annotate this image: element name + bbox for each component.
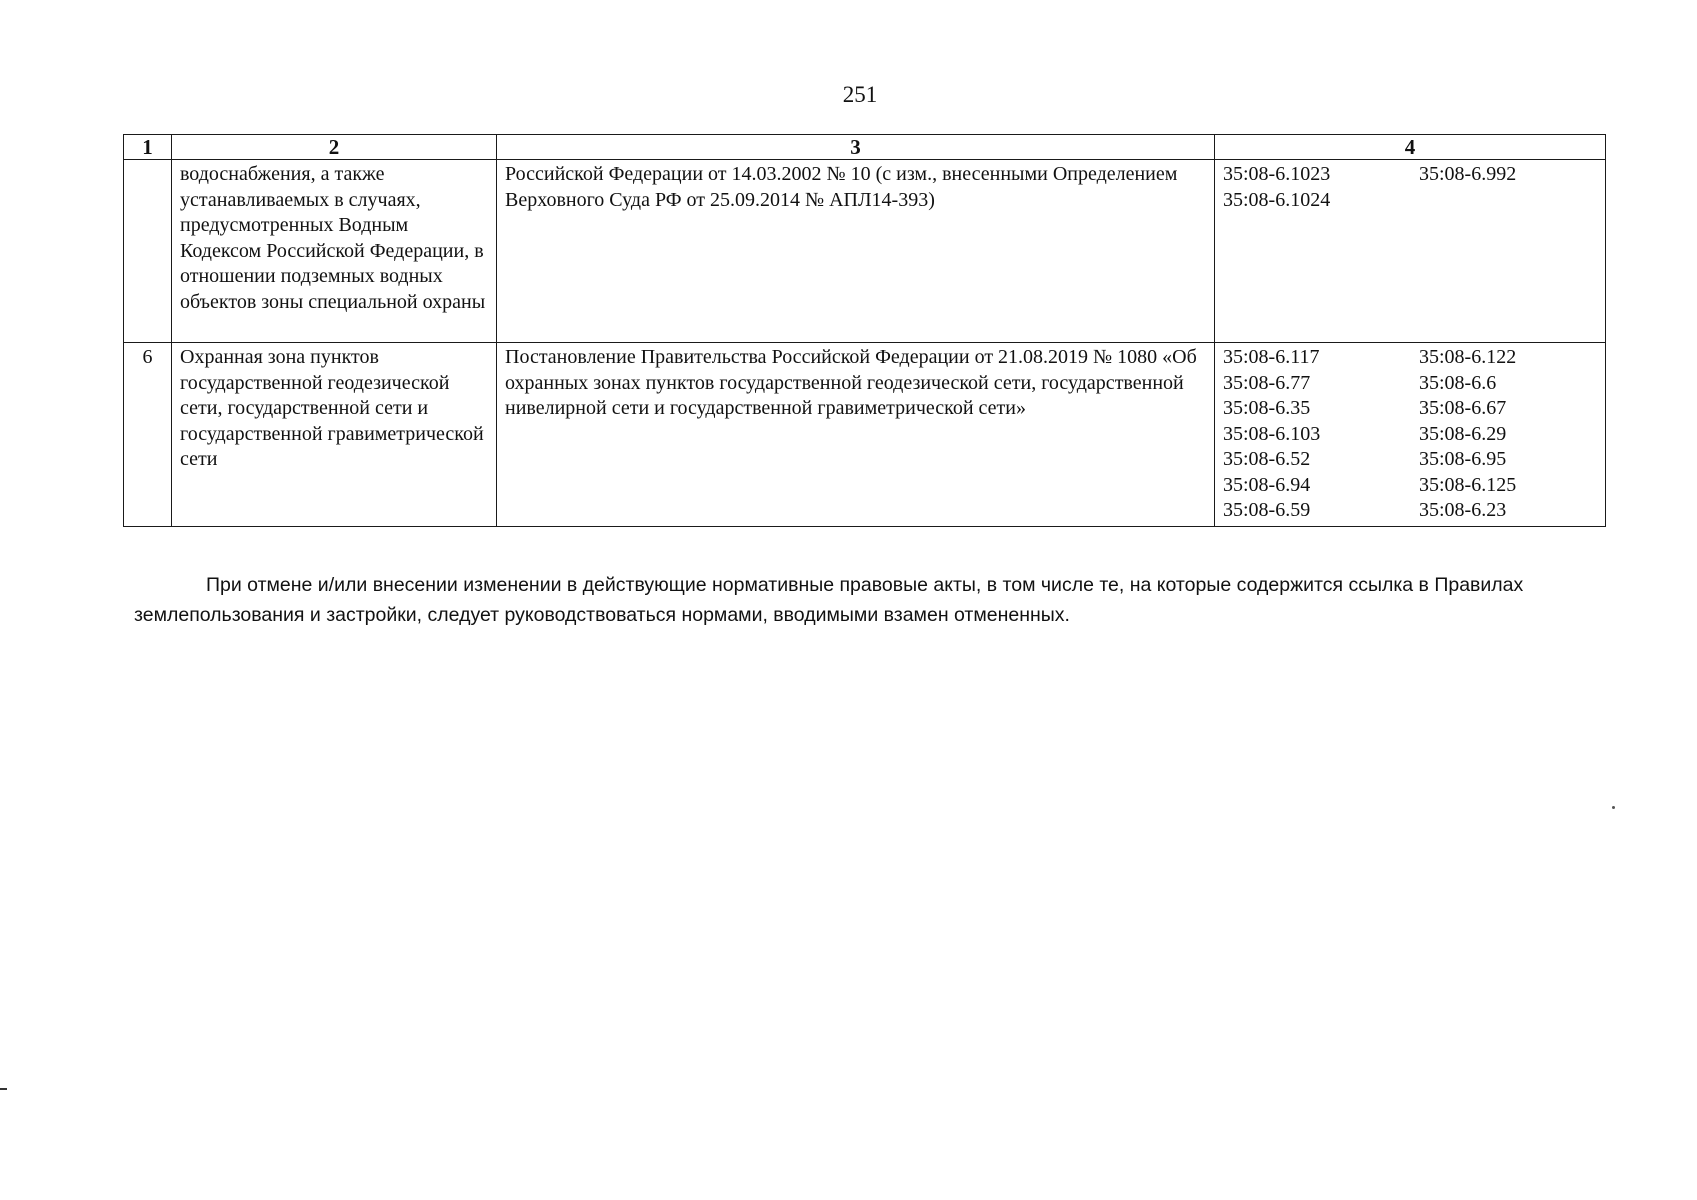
zone-code: 35:08-6.94 [1223,473,1311,496]
zone-code: 35:08-6.67 [1419,397,1507,419]
zone-code: 35:08-6.52 [1223,448,1311,470]
column-header-4: 4 [1215,135,1606,160]
table-row [124,160,1606,343]
zone-code: 35:08-6.23 [1419,499,1507,521]
legal-act-cell: Постановление Правительства Российской Федерации от 21.08.2019 № 1080 «Об охранных зонах пунктов государственной геодезической сети, государственной нивелирной сети и государственной гравиметрической сети» [497,343,1215,527]
zone-code: 35:08-6.1024 [1223,188,1331,211]
zone-code: 35:08-6.77 [1223,371,1311,394]
legal-act-cell: Российской Федерации от 14.03.2002 № 10 (с изм., внесенными Определением Верховного Суда РФ от 25.09.2014 № АПЛ14-393) [497,160,1215,343]
zone-codes-cell [1215,160,1606,343]
row-number-cell [124,160,172,343]
zone-code: 35:08-6.59 [1223,499,1311,521]
column-header-1: 1 [124,135,172,160]
amendment-note: При отмене и/или внесении изменении в действующие нормативные правовые акты, в том числе те, на которые содержится ссылка в Правилах землепользования и застройки, следует руководствоваться нормами, вводимыми взамен отмененных. [134,573,1524,626]
zones-table [123,134,1606,527]
table-header-row [124,135,1606,160]
scan-mark [0,1088,7,1090]
page-number: 251 [842,82,878,107]
zone-code: 35:08-6.6 [1419,371,1497,394]
zone-codes-cell [1215,343,1606,527]
scan-speck [1612,806,1615,809]
zone-codes-list [1223,162,1597,213]
zone-name-cell: водоснабжения, а также устанавливаемых в случаях, предусмотренных Водным Кодексом Российской Федерации, в отношении подземных водных объектов зоны специальной охраны [172,160,497,343]
zone-code: 35:08-6.95 [1419,448,1507,470]
zone-code: 35:08-6.1023 [1223,163,1331,185]
zone-name-cell: Охранная зона пунктов государственной геодезической сети, государственной сети и государственной гравиметрической сети [172,343,497,527]
zone-code: 35:08-6.992 [1419,163,1517,185]
table-row [124,343,1606,527]
column-header-3: 3 [497,135,1215,160]
zone-codes-list [1223,345,1597,524]
zone-code: 35:08-6.122 [1419,346,1517,368]
zone-code: 35:08-6.117 [1223,346,1320,368]
zone-code: 35:08-6.29 [1419,422,1507,445]
zone-code: 35:08-6.103 [1223,422,1321,445]
zone-code: 35:08-6.125 [1419,473,1517,496]
column-header-2: 2 [172,135,497,160]
zone-code: 35:08-6.35 [1223,397,1311,419]
row-number-cell: 6 [124,343,172,527]
